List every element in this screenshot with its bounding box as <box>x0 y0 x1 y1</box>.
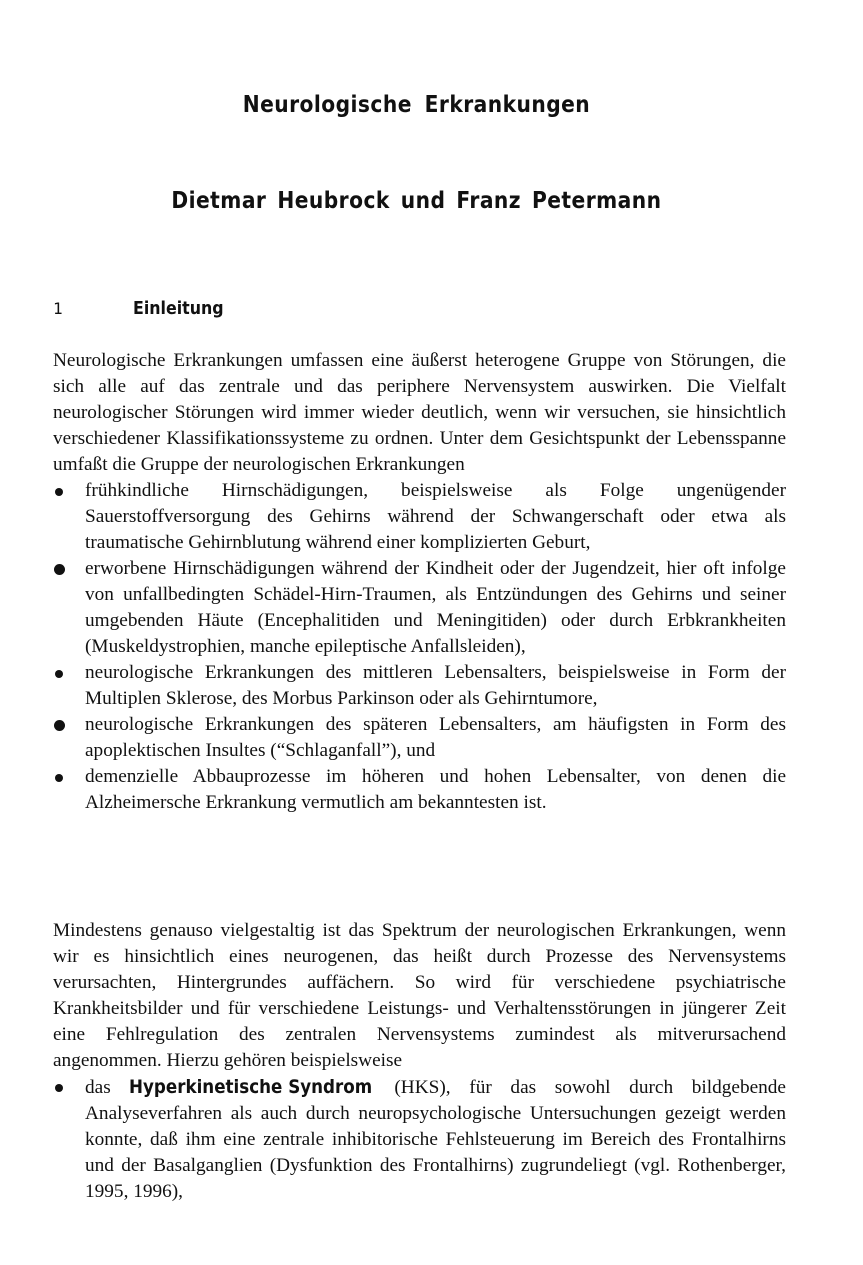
document-authors: Dietmar Heubrock und Franz Petermann <box>171 188 662 214</box>
list-item-keyword: Hyperkinetische Syndrom <box>129 1076 373 1098</box>
list-item-text: frühkindliche Hirnschädigungen, beispielsweise als Folge ungenügender Sauerstoffversorgung des Gehirns während der Schwangerschaft oder etwa als traumatische Gehirnblutung während einer komplizierten Geburt, <box>85 480 786 553</box>
intro-paragraph: Neurologische Erkrankungen umfassen eine äußerst heterogene Gruppe von Störungen, die sich alle auf das zentrale und das periphere Nervensystem auswirken. Die Vielfalt neurologischer Störungen wird immer wieder deutlich, wenn wir versuchen, sie hinsichtlich verschiedener Klassifikationssysteme zu ordnen. Unter dem Gesichtspunkt der Lebensspanne umfaßt die Gruppe der neurologischen Erkrankungen <box>53 350 786 475</box>
section-number: 1 <box>53 299 63 318</box>
bullet-icon <box>55 1084 63 1092</box>
bullet-icon <box>54 720 65 731</box>
list-item-text: neurologische Erkrankungen des mittleren Lebensalters, beispielsweise in Form der Multiplen Sklerose, des Morbus Parkinson oder als Gehirntumore, <box>85 662 786 709</box>
list-item-prefix: das <box>85 1077 111 1098</box>
bullet-icon <box>54 564 65 575</box>
list-item <box>53 660 786 712</box>
neurogenic-list <box>53 1074 786 1205</box>
list-item <box>53 712 786 764</box>
bullet-icon <box>55 670 63 678</box>
bullet-icon <box>55 488 63 496</box>
document-title: Neurologische Erkrankungen <box>242 92 591 118</box>
lifespan-list <box>53 478 786 816</box>
list-item <box>53 556 786 660</box>
second-block <box>53 918 786 1205</box>
intro-block <box>53 348 786 816</box>
list-item <box>53 1074 786 1205</box>
section-heading <box>53 298 453 319</box>
list-item-text: neurologische Erkrankungen des späteren Lebensalters, am häufigsten in Form des apoplektischen Insultes (“Schlaganfall”), und <box>85 714 786 761</box>
list-item <box>53 478 786 556</box>
list-item <box>53 764 786 816</box>
section-title: Einleitung <box>133 298 224 319</box>
bullet-icon <box>55 774 63 782</box>
list-item-text: (HKS), für das sowohl durch bildgebende Analyseverfahren als auch durch neuropsychologische Untersuchungen gezeigt werden konnte, daß ihm eine zentrale inhibitorische Fehlsteuerung im Bereich des Frontalhirns und der Basalganglien (Dysfunktion des Frontalhirns) zugrundeliegt (vgl. Rothenberger, 1995, 1996), <box>85 1077 786 1202</box>
list-item-text: demenzielle Abbauprozesse im höheren und hohen Lebensalter, von denen die Alzheimersche Erkrankung vermutlich am bekanntesten ist. <box>85 766 786 813</box>
list-item-text: erworbene Hirnschädigungen während der Kindheit oder der Jugendzeit, hier oft infolge von unfallbedingten Schädel-Hirn-Traumen, als Entzündungen des Gehirns und seiner umgebenden Häute (Encephalitiden und Meningitiden) oder durch Erbkrankheiten (Muskeldystrophien, manche epileptische Anfallsleiden), <box>85 558 786 657</box>
second-paragraph: Mindestens genauso vielgestaltig ist das Spektrum der neurologischen Erkrankungen, wenn wir es hinsichtlich eines neurogenen, das heißt durch Prozesse des Nervensystems verursachten, Hintergrundes auffächern. So wird für verschiedene psychiatrische Krankheitsbilder und für verschiedene Leistungs- und Verhaltensstörungen in jüngerer Zeit eine Fehlregulation des zentralen Nervensystems zumindest als mitverursachend angenommen. Hierzu gehören beispielsweise <box>53 920 786 1071</box>
